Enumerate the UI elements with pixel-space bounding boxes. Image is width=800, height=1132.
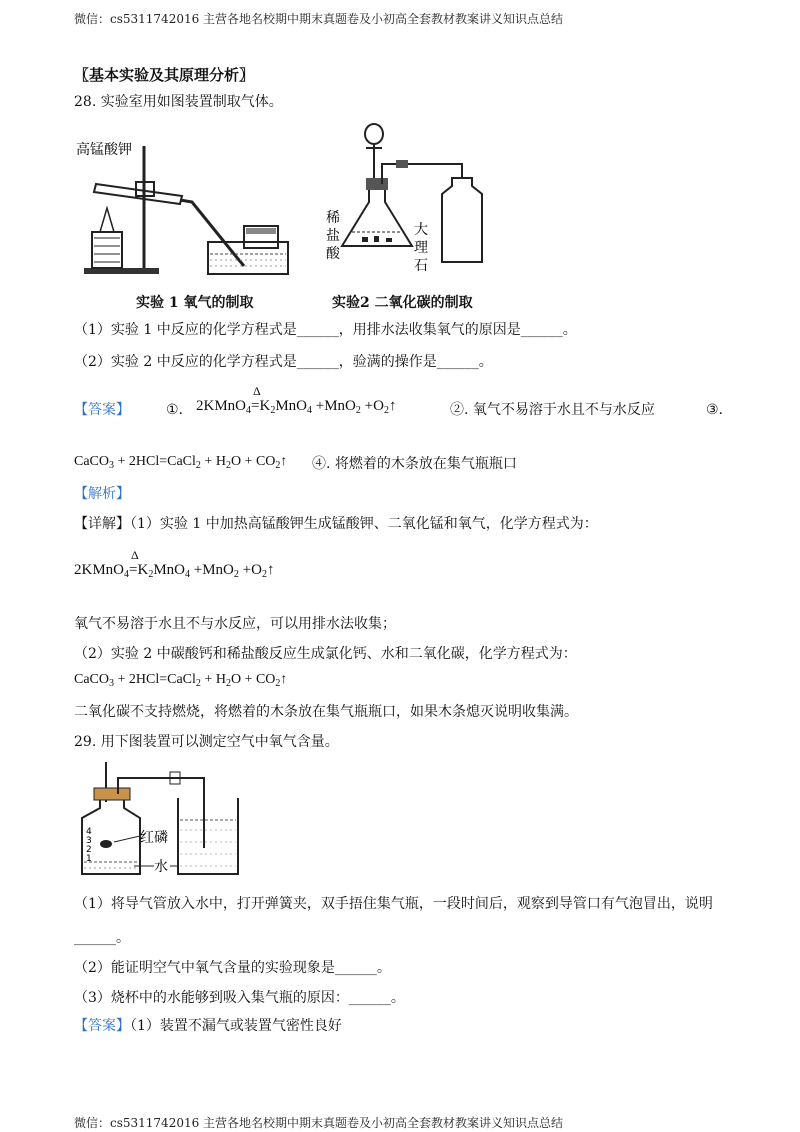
q29-answer-1: （1）装置不漏气或装置气密性良好 — [130, 1018, 342, 1034]
detail-line-4: 二氧化碳不支持燃烧，将燃着的木条放在集气瓶瓶口，如果木条熄灭说明收集满。 — [74, 704, 578, 720]
q29-figure — [74, 758, 254, 882]
label-hydrochloric: 盐 — [326, 228, 340, 244]
label-water: 水 — [154, 859, 168, 875]
label-acid: 酸 — [326, 246, 340, 262]
q28-sub1: （1）实验 1 中反应的化学方程式是______，用排水法收集氧气的原因是______。 — [74, 322, 577, 338]
q29-sub2: （2）能证明空气中氧气含量的实验现象是______。 — [74, 960, 391, 976]
q29-stem: 29. 用下图装置可以测定空气中氧气含量。 — [74, 734, 339, 750]
scale-3: 3 — [86, 836, 92, 846]
label-marble-3: 石 — [414, 258, 428, 274]
q28-answer-tag: 【答案】 — [74, 402, 130, 418]
delivery-tube-2 — [382, 164, 462, 184]
q29-sub1a: （1）将导气管放入水中，打开弹簧夹，双手捂住集气瓶，一段时间后，观察到导管口有气泡冒出，说明 — [74, 896, 713, 912]
q28-sub2: （2）实验 2 中反应的化学方程式是______，验满的操作是______。 — [74, 354, 493, 370]
label-dilute: 稀 — [326, 210, 340, 226]
detail-line-2: 氧气不易溶于水且不与水反应，可以用排水法收集； — [74, 616, 396, 632]
fig1-label: 高锰酸钾 — [76, 142, 132, 158]
water-trough — [208, 242, 288, 274]
red-phosphorus — [100, 840, 112, 848]
separatory-funnel — [365, 124, 383, 144]
q28-figure-2 — [322, 122, 492, 288]
equation-caco3-2: CaCO$_3$ + 2HCl=CaCl$_2$ + $H_2O$ + $CO_2↑$ — [74, 672, 288, 689]
q28-figure-1 — [74, 136, 304, 286]
q29-answer-line — [74, 1016, 342, 1036]
equation-kmno4: 2KMnO$_4$ Δ $=K_2MnO_4 +MnO_2$ $+O_2↑$ — [196, 384, 397, 416]
equation-caco3: CaCO$_3$ + 2HCl=CaCl$_2$ + $H_2O$ + $CO_2↑$ — [74, 454, 288, 471]
ans-line2-marker: ④. 将燃着的木条放在集气瓶瓶口 — [312, 456, 517, 472]
label-red-phosphorus: 红磷 — [140, 830, 168, 846]
beaker — [178, 798, 238, 874]
scale-1: 1 — [86, 854, 92, 864]
page-footer: 微信：cs5311742016 主营各地名校期中期末真题卷及小初高全套教材教案讲义知识点总结 — [74, 1116, 564, 1130]
ans-marker-3: ③. — [706, 402, 724, 418]
detail-line-3: （2）实验 2 中碳酸钙和稀盐酸反应生成氯化钙、水和二氧化碳，化学方程式为： — [74, 646, 577, 662]
analysis-tag: 【解析】 — [74, 486, 130, 502]
collection-bottle — [442, 178, 482, 262]
fig1-caption: 实验 1 氧气的制取 — [136, 295, 254, 311]
section-title: 〖基本实验及其原理分析〗 — [74, 66, 255, 84]
ans-marker-2: ②. 氧气不易溶于水且不与水反应 — [450, 402, 655, 418]
cork-stopper — [94, 788, 130, 800]
scale-2: 2 — [86, 845, 92, 855]
q29-sub1b: ______。 — [74, 930, 130, 946]
q29-sub3: （3）烧杯中的水能够到吸入集气瓶的原因：______。 — [74, 990, 405, 1006]
q28-stem: 28. 实验室用如图装置制取气体。 — [74, 94, 283, 110]
stopper — [366, 178, 388, 190]
test-tube — [94, 184, 182, 204]
ans-marker-1: ①. — [166, 402, 184, 418]
label-marble-2: 理 — [414, 240, 428, 256]
delivery-tube — [180, 200, 244, 266]
equation-kmno4-2: 2KMnO$_4$ Δ $=K_2MnO_4 +MnO_2$ $+O_2↑$ — [74, 548, 275, 580]
scale-4: 4 — [86, 827, 92, 837]
page-header: 微信：cs5311742016 主营各地名校期中期末真题卷及小初高全套教材教案讲义知识点总结 — [74, 12, 564, 26]
label-marble-1: 大 — [414, 222, 428, 238]
detail-line-1: 【详解】（1）实验 1 中加热高锰酸钾生成锰酸钾、二氧化锰和氧气，化学方程式为： — [74, 516, 598, 532]
q29-answer-tag: 【答案】 — [74, 1018, 130, 1034]
fig2-caption: 实验2 二氧化碳的制取 — [332, 295, 473, 311]
